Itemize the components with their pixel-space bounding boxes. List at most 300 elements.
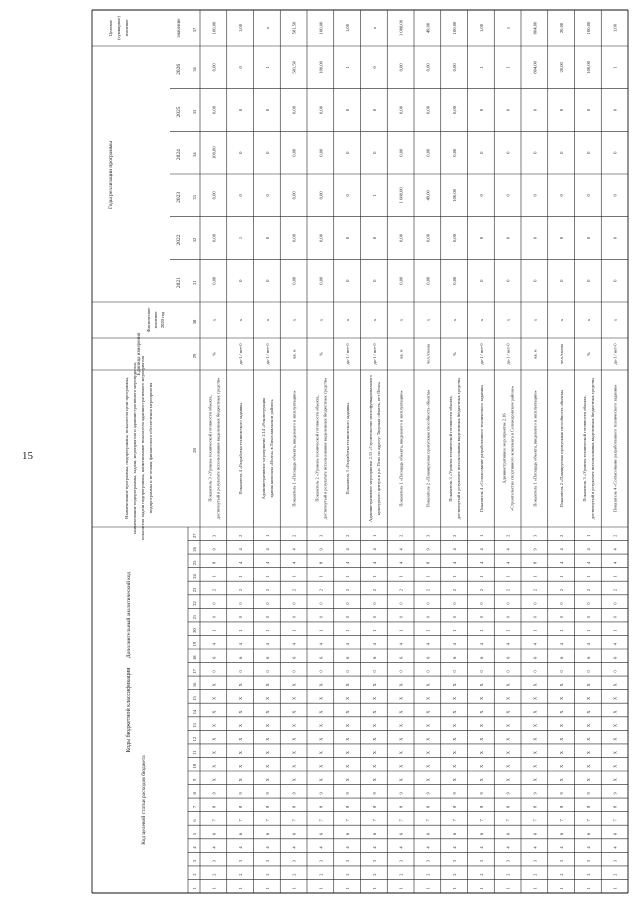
row-code-cell: 4 bbox=[559, 548, 565, 551]
row-code-cell: 1 bbox=[478, 887, 484, 890]
row-name: культурного центра в р.п. Пено по адресу: Тверская область, пгт Пено» bbox=[375, 381, 381, 516]
row-unit: % bbox=[318, 352, 324, 356]
row-code-cell: 4 bbox=[345, 548, 351, 551]
row-code-cell: 1 bbox=[478, 629, 484, 632]
row-code-cell: X bbox=[612, 764, 618, 768]
row-code-cell: 4 bbox=[345, 643, 351, 646]
row-code-cell: 1 bbox=[398, 887, 404, 890]
row-code-cell: 4 bbox=[532, 643, 538, 646]
row-code-cell: 4 bbox=[585, 643, 591, 646]
header-final-line: Целевое bbox=[108, 20, 113, 36]
row-code-cell: X bbox=[585, 683, 591, 687]
row-code-cell: X bbox=[211, 778, 217, 782]
row-code-cell: 9 bbox=[291, 792, 297, 795]
row-code-cell: 6 bbox=[398, 832, 404, 836]
row-code-cell: X bbox=[612, 737, 618, 741]
row-code-cell: X bbox=[612, 723, 618, 728]
row-year-value: 0 bbox=[478, 194, 484, 197]
row-code-cell: X bbox=[532, 764, 538, 768]
row-code-cell: 6 bbox=[345, 656, 351, 659]
row-code-cell: X bbox=[425, 723, 431, 728]
row-code-cell: 3 bbox=[291, 860, 297, 863]
row-code-cell: X bbox=[425, 696, 431, 701]
header-year-2023: 2023 bbox=[176, 191, 182, 203]
row-code-cell: X bbox=[612, 778, 618, 782]
row-code-cell: 3 bbox=[371, 860, 377, 863]
row-code-cell: 0 bbox=[371, 616, 377, 619]
row-code-cell: 8 bbox=[238, 805, 244, 808]
row-code-cell: 2 bbox=[452, 873, 458, 876]
row-code-cell: 1 bbox=[559, 629, 565, 632]
row-actual: х bbox=[532, 318, 538, 322]
column-number: 29 bbox=[192, 353, 197, 359]
row-actual: х bbox=[585, 318, 591, 322]
row-year-value: 0 bbox=[585, 194, 591, 197]
row-code-cell: 0 bbox=[211, 616, 217, 619]
row-final-value: 581,50 bbox=[291, 21, 297, 35]
row-year-value: 0,00 bbox=[291, 233, 297, 243]
column-number: 30 bbox=[192, 319, 197, 325]
row-code-cell: X bbox=[452, 751, 458, 755]
row-name: Показатель 3 «Уровень технической готовности объекта, bbox=[207, 395, 213, 502]
row-code-cell: 0 bbox=[318, 616, 324, 619]
row-code-cell: 3 bbox=[211, 860, 217, 863]
row-code-cell: 4 bbox=[398, 846, 404, 849]
row-unit: % bbox=[452, 352, 458, 356]
row-code-cell: 4 bbox=[264, 643, 270, 646]
row-code-cell: 4 bbox=[559, 561, 565, 564]
row-year-value: 0 bbox=[585, 108, 591, 112]
row-code-cell: 1 bbox=[612, 887, 618, 890]
row-code-cell: X bbox=[452, 710, 458, 714]
row-code-cell: 7 bbox=[371, 819, 377, 822]
row-code-cell: 9 bbox=[211, 548, 217, 551]
row-year-value: 0 bbox=[532, 194, 538, 197]
column-number: 8 bbox=[192, 792, 197, 795]
row-code-cell: 1 bbox=[425, 629, 431, 632]
row-code-cell: X bbox=[612, 751, 618, 755]
row-code-cell: 4 bbox=[318, 643, 324, 646]
column-number: 24 bbox=[192, 574, 197, 579]
row-final-value: 1 088,00 bbox=[398, 19, 404, 37]
row-code-cell: 7 bbox=[398, 819, 404, 822]
row-code-cell: 6 bbox=[585, 656, 591, 659]
row-code-cell: 1 bbox=[211, 575, 217, 578]
row-code-cell: X bbox=[345, 683, 351, 687]
column-number: 22 bbox=[192, 601, 197, 606]
row-code-cell: 1 bbox=[612, 629, 618, 632]
row-code-cell: 4 bbox=[238, 561, 244, 564]
row-year-value: 1 bbox=[345, 66, 351, 69]
row-year-value: 0 bbox=[238, 279, 244, 282]
row-code-cell: 9 bbox=[345, 792, 351, 795]
row-code-cell: 0 bbox=[532, 602, 538, 605]
row-code-cell: 6 bbox=[505, 656, 511, 659]
row-code-cell: 1 bbox=[398, 575, 404, 578]
row-code-cell: 6 bbox=[559, 832, 565, 836]
header-year-2021: 2021 bbox=[176, 277, 182, 289]
row-year-value: 0 bbox=[238, 151, 244, 154]
column-number: 31 bbox=[192, 280, 197, 285]
row-code-cell: 4 bbox=[612, 548, 618, 551]
row-code-cell: 1 bbox=[425, 575, 431, 578]
row-year-value: 0,00 bbox=[211, 276, 217, 285]
row-code-cell: 2 bbox=[505, 534, 511, 537]
row-year-value: 0,00 bbox=[425, 63, 431, 72]
row-year-value: 0,00 bbox=[398, 233, 404, 243]
row-code-cell: X bbox=[345, 764, 351, 768]
row-year-value: 0,00 bbox=[452, 233, 458, 243]
row-name: Показатель 3 «Разработка технического задания» bbox=[345, 402, 351, 495]
row-code-cell: X bbox=[478, 737, 484, 741]
row-code-cell: X bbox=[452, 683, 458, 687]
row-code-cell: 4 bbox=[371, 846, 377, 849]
row-code-cell: 0 bbox=[559, 602, 565, 605]
row-code-cell: X bbox=[478, 723, 484, 728]
row-year-value: 0,00 bbox=[318, 148, 324, 157]
column-number: 10 bbox=[192, 763, 197, 769]
row-code-cell: X bbox=[612, 683, 618, 687]
row-code-cell: 2 bbox=[345, 588, 351, 592]
row-year-value: 0,00 bbox=[398, 63, 404, 72]
row-code-cell: X bbox=[291, 778, 297, 782]
row-year-value: 0 bbox=[612, 236, 618, 240]
row-name: Административное мероприятие 2.16 bbox=[501, 413, 507, 484]
row-name: Показатель 3 «Уровень технической готовности объекта, bbox=[448, 395, 454, 502]
row-code-cell: 6 bbox=[318, 832, 324, 836]
column-number: 13 bbox=[192, 723, 197, 728]
row-name: Административное мероприятие 2.14 «Реконструкция bbox=[260, 397, 266, 500]
row-code-cell: X bbox=[478, 696, 484, 701]
row-code-cell: X bbox=[345, 710, 351, 714]
row-code-cell: X bbox=[452, 778, 458, 782]
row-code-cell: X bbox=[532, 778, 538, 782]
row-year-value: 0 bbox=[532, 151, 538, 154]
row-code-cell: 7 bbox=[505, 819, 511, 822]
row-code-cell: 6 bbox=[452, 656, 458, 659]
row-name: Административное мероприятие 2.15 «Строительство многофункционального bbox=[367, 375, 373, 522]
row-code-cell: 1 bbox=[452, 575, 458, 578]
row-actual: х bbox=[559, 318, 565, 322]
column-number: 35 bbox=[192, 109, 197, 115]
row-year-value: 0 bbox=[478, 108, 484, 112]
row-unit: да-1 / нет-0 bbox=[264, 343, 270, 365]
row-actual: х bbox=[238, 318, 244, 322]
row-code-cell: 0 bbox=[532, 670, 538, 673]
row-code-cell: 3 bbox=[478, 860, 484, 863]
row-year-value: 0 bbox=[345, 194, 351, 197]
row-code-cell: 7 bbox=[559, 819, 565, 822]
row-year-value: 0 bbox=[505, 236, 511, 240]
row-year-value: 0 bbox=[532, 236, 538, 240]
row-actual: х bbox=[505, 318, 511, 322]
row-code-cell: 6 bbox=[291, 832, 297, 836]
row-code-cell: 7 bbox=[264, 819, 270, 822]
row-year-value: 0 bbox=[371, 236, 377, 240]
row-year-value: 0,00 bbox=[318, 105, 324, 115]
row-code-cell: 3 bbox=[532, 534, 538, 537]
row-unit: чел./смена bbox=[559, 344, 565, 364]
row-code-cell: 4 bbox=[345, 561, 351, 564]
row-code-cell: 0 bbox=[612, 616, 618, 619]
row-code-cell: 9 bbox=[478, 792, 484, 795]
row-code-cell: 2 bbox=[425, 873, 431, 876]
column-number: 11 bbox=[192, 750, 197, 755]
row-code-cell: 4 bbox=[478, 846, 484, 849]
row-code-cell: 2 bbox=[505, 588, 511, 592]
row-code-cell: X bbox=[291, 723, 297, 728]
row-code-cell: 2 bbox=[238, 534, 244, 537]
row-code-cell: X bbox=[211, 764, 217, 768]
row-code-cell: X bbox=[398, 778, 404, 782]
row-code-cell: X bbox=[505, 696, 511, 701]
row-code-cell: 2 bbox=[559, 534, 565, 537]
row-code-cell: 4 bbox=[318, 846, 324, 849]
row-code-cell: 2 bbox=[238, 873, 244, 876]
row-code-cell: X bbox=[345, 778, 351, 782]
row-code-cell: 2 bbox=[345, 534, 351, 537]
row-code-cell: X bbox=[211, 723, 217, 728]
row-code-cell: 1 bbox=[585, 575, 591, 578]
row-code-cell: 2 bbox=[318, 588, 324, 592]
row-code-cell: X bbox=[238, 737, 244, 741]
row-code-cell: 4 bbox=[238, 548, 244, 551]
column-number: 7 bbox=[192, 805, 197, 809]
row-code-cell: 8 bbox=[264, 805, 270, 808]
row-unit: кв. м bbox=[398, 349, 404, 359]
row-code-cell: 8 bbox=[559, 805, 565, 808]
row-code-cell: 7 bbox=[291, 819, 297, 822]
row-code-cell: 2 bbox=[478, 873, 484, 876]
row-code-cell: 4 bbox=[264, 846, 270, 849]
row-code-cell: 4 bbox=[505, 643, 511, 646]
row-code-cell: 1 bbox=[371, 575, 377, 578]
row-code-cell: 4 bbox=[452, 561, 458, 564]
row-code-cell: 9 bbox=[211, 792, 217, 795]
row-code-cell: 1 bbox=[345, 575, 351, 578]
row-name: Показатель 2 «Уровень технической готовности объекта, bbox=[314, 395, 320, 502]
row-code-cell: 4 bbox=[345, 846, 351, 849]
row-year-value: 804,00 bbox=[532, 61, 538, 74]
row-final-value: 100,00 bbox=[211, 21, 217, 35]
row-code-cell: 0 bbox=[291, 670, 297, 673]
row-year-value: 0 bbox=[238, 108, 244, 112]
row-code-cell: X bbox=[559, 737, 565, 741]
row-code-cell: 9 bbox=[238, 792, 244, 795]
row-code-cell: 1 bbox=[452, 629, 458, 632]
row-year-value: 0 bbox=[505, 151, 511, 154]
row-code-cell: 0 bbox=[238, 616, 244, 619]
row-code-cell: 9 bbox=[371, 792, 377, 795]
column-number: 32 bbox=[192, 237, 197, 243]
row-code-cell: X bbox=[345, 696, 351, 701]
row-code-cell: X bbox=[505, 710, 511, 714]
row-code-cell: 0 bbox=[345, 602, 351, 605]
row-code-cell: X bbox=[398, 764, 404, 768]
row-code-cell: 3 bbox=[425, 534, 431, 537]
row-code-cell: X bbox=[452, 696, 458, 701]
row-code-cell: 2 bbox=[318, 873, 324, 876]
row-year-value: 0,00 bbox=[452, 105, 458, 115]
header-actual-line: значение bbox=[153, 311, 158, 329]
row-code-cell: 4 bbox=[211, 643, 217, 646]
row-code-cell: 9 bbox=[318, 548, 324, 551]
row-code-cell: 8 bbox=[425, 805, 431, 808]
row-year-value: 0 bbox=[478, 151, 484, 154]
row-code-cell: X bbox=[478, 710, 484, 714]
row-code-cell: X bbox=[238, 778, 244, 782]
row-code-cell: X bbox=[318, 696, 324, 701]
row-code-cell: X bbox=[211, 751, 217, 755]
row-code-cell: 0 bbox=[345, 616, 351, 619]
row-code-cell: 9 bbox=[398, 792, 404, 795]
header-actual-line: Фактическое bbox=[146, 307, 151, 333]
row-code-cell: X bbox=[371, 696, 377, 701]
row-code-cell: 4 bbox=[478, 548, 484, 551]
row-code-cell: 4 bbox=[291, 846, 297, 849]
row-code-cell: 6 bbox=[505, 832, 511, 836]
row-final-value: 1,00 bbox=[478, 23, 484, 33]
row-code-cell: 6 bbox=[425, 656, 431, 659]
row-code-cell: 2 bbox=[612, 534, 618, 537]
row-code-cell: 8 bbox=[452, 805, 458, 808]
row-code-cell: X bbox=[264, 710, 270, 714]
row-code-cell: X bbox=[238, 751, 244, 755]
row-name: «Строительство спортивного комплекса в Селижаровском районе» bbox=[509, 386, 515, 511]
row-code-cell: 1 bbox=[532, 887, 538, 890]
row-code-cell: 4 bbox=[371, 561, 377, 564]
row-code-cell: 2 bbox=[559, 873, 565, 876]
row-code-cell: 3 bbox=[318, 860, 324, 863]
row-name: достигнутый в результате использования выделенных бюджетных средств» bbox=[456, 377, 462, 520]
row-code-cell: 8 bbox=[532, 805, 538, 808]
row-code-cell: X bbox=[505, 723, 511, 728]
row-code-cell: 2 bbox=[559, 588, 565, 592]
row-code-cell: 1 bbox=[318, 629, 324, 632]
header-budget-classification: Коды бюджетной классификации bbox=[126, 667, 132, 753]
row-code-cell: 0 bbox=[318, 670, 324, 673]
row-final-value: 1,00 bbox=[238, 23, 244, 33]
row-code-cell: X bbox=[478, 764, 484, 768]
row-code-cell: X bbox=[371, 737, 377, 741]
column-number: 37 bbox=[192, 27, 197, 33]
row-code-cell: 2 bbox=[291, 534, 297, 537]
row-year-value: 0 bbox=[478, 279, 484, 282]
row-code-cell: 1 bbox=[238, 887, 244, 890]
row-code-cell: X bbox=[505, 737, 511, 741]
row-code-cell: X bbox=[318, 683, 324, 687]
row-code-cell: 3 bbox=[238, 860, 244, 863]
row-code-cell: 0 bbox=[398, 616, 404, 619]
row-code-cell: 4 bbox=[211, 846, 217, 849]
row-code-cell: 0 bbox=[452, 670, 458, 673]
row-code-cell: X bbox=[291, 683, 297, 687]
header-year-2024: 2024 bbox=[176, 149, 182, 161]
row-code-cell: 1 bbox=[559, 575, 565, 578]
row-name: здания кинозала «Волга» в Лихославльском районе» bbox=[268, 399, 274, 498]
row-code-cell: X bbox=[371, 683, 377, 687]
row-code-cell: X bbox=[532, 683, 538, 687]
row-code-cell: 0 bbox=[585, 670, 591, 673]
row-code-cell: X bbox=[318, 737, 324, 741]
row-code-cell: 0 bbox=[559, 616, 565, 619]
row-year-value: 0,00 bbox=[452, 276, 458, 285]
row-code-cell: 9 bbox=[585, 792, 591, 795]
row-code-cell: 1 bbox=[318, 575, 324, 578]
row-code-cell: 4 bbox=[505, 846, 511, 849]
row-code-cell: 0 bbox=[371, 670, 377, 673]
row-code-cell: X bbox=[264, 751, 270, 755]
row-code-cell: 0 bbox=[238, 670, 244, 673]
row-code-cell: 8 bbox=[318, 561, 324, 564]
row-name: достигнутый в результате использования выделенных бюджетных средств» bbox=[215, 377, 221, 520]
row-code-cell: X bbox=[505, 683, 511, 687]
row-code-cell: 6 bbox=[238, 656, 244, 659]
row-code-cell: 1 bbox=[452, 887, 458, 890]
row-code-cell: 1 bbox=[532, 575, 538, 578]
row-code-cell: 3 bbox=[559, 860, 565, 863]
row-code-cell: 0 bbox=[478, 616, 484, 619]
row-code-cell: 1 bbox=[585, 887, 591, 890]
row-year-value: 0 bbox=[585, 151, 591, 154]
row-code-cell: 9 bbox=[559, 792, 565, 795]
row-code-cell: 0 bbox=[291, 616, 297, 619]
row-code-cell: 3 bbox=[452, 860, 458, 863]
row-year-value: 0,00 bbox=[291, 191, 297, 200]
row-code-cell: X bbox=[532, 696, 538, 701]
row-code-cell: 6 bbox=[264, 832, 270, 836]
row-year-value: 0 bbox=[559, 279, 565, 282]
row-code-cell: 4 bbox=[452, 548, 458, 551]
row-code-cell: 7 bbox=[425, 819, 431, 822]
row-code-cell: 8 bbox=[398, 805, 404, 808]
row-code-cell: X bbox=[532, 710, 538, 714]
row-final-value: 804,00 bbox=[532, 21, 538, 35]
row-code-cell: X bbox=[318, 710, 324, 714]
row-code-cell: 4 bbox=[585, 846, 591, 849]
row-code-cell: 0 bbox=[585, 602, 591, 605]
row-code-cell: X bbox=[264, 723, 270, 728]
column-number: 17 bbox=[192, 669, 197, 674]
row-code-cell: 1 bbox=[371, 629, 377, 632]
row-code-cell: 8 bbox=[291, 805, 297, 808]
row-year-value: 0,00 bbox=[318, 191, 324, 200]
row-actual: х bbox=[371, 318, 377, 322]
row-code-cell: 0 bbox=[264, 616, 270, 619]
row-code-cell: X bbox=[371, 778, 377, 782]
row-name: достигнутый в результате использования выделенных бюджетных средств» bbox=[589, 377, 595, 520]
row-code-cell: X bbox=[425, 737, 431, 741]
row-code-cell: 1 bbox=[238, 629, 244, 632]
row-final-value: х bbox=[371, 26, 377, 30]
row-code-cell: 0 bbox=[452, 616, 458, 619]
row-year-value: 0 bbox=[345, 279, 351, 282]
row-code-cell: X bbox=[478, 778, 484, 782]
header-name-col-line: наименование подпрограммы, задачи, мероприятия и административного мероприятия, bbox=[132, 362, 137, 534]
row-unit: да-1 / нет-0 bbox=[371, 343, 377, 365]
header-final-line: (суммарное) bbox=[116, 16, 121, 40]
row-year-value: 0 bbox=[559, 108, 565, 112]
row-code-cell: 0 bbox=[505, 616, 511, 619]
row-code-cell: 2 bbox=[425, 588, 431, 592]
row-code-cell: 4 bbox=[398, 548, 404, 551]
row-code-cell: 8 bbox=[532, 561, 538, 564]
row-year-value: 0,00 bbox=[398, 105, 404, 115]
row-year-value: 0 bbox=[559, 236, 565, 240]
column-number: 19 bbox=[192, 641, 197, 647]
row-code-cell: 0 bbox=[425, 616, 431, 619]
row-code-cell: 7 bbox=[478, 819, 484, 822]
